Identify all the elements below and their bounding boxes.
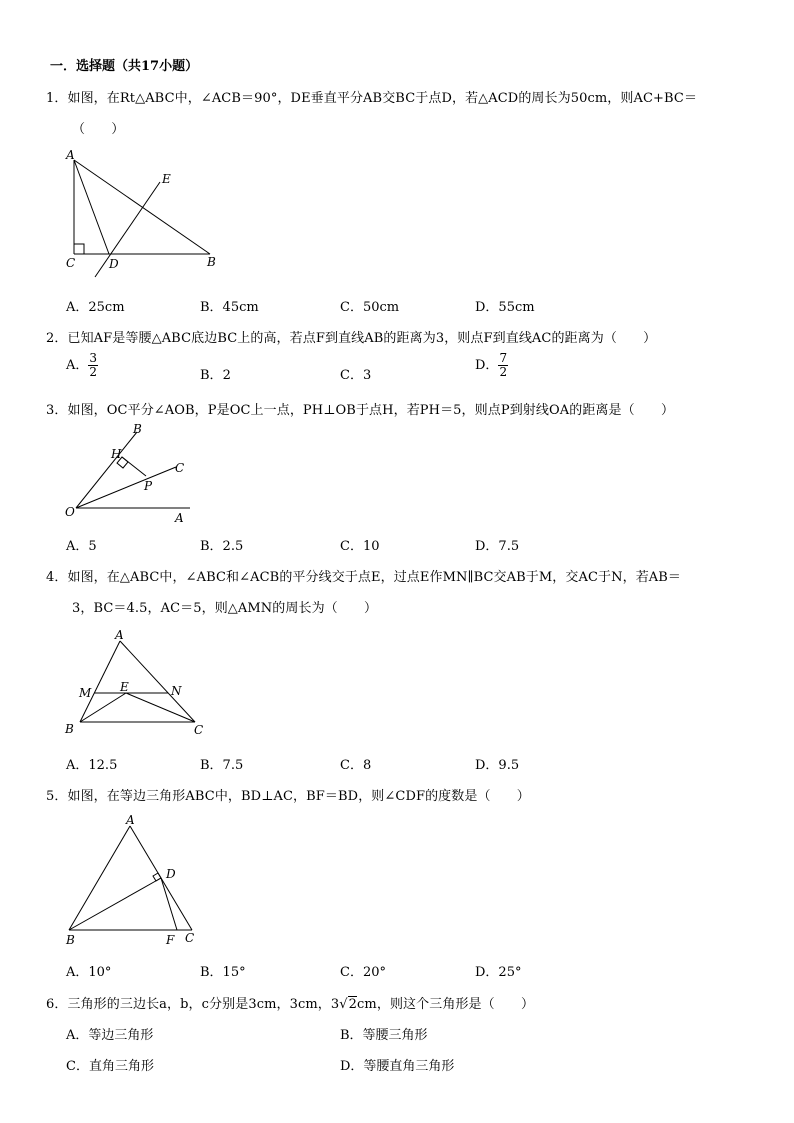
label-d: D [109,257,119,271]
segment-ab [74,160,210,254]
q4-option-d[interactable]: D．9.5 [475,758,520,773]
q2-option-b-value: 2 [222,368,231,383]
q2-option-a-letter: A． [66,358,89,373]
q3-option-c[interactable]: C．10 [340,539,380,554]
q5-option-a[interactable]: A．10° [66,965,112,980]
label-a: A [175,511,184,525]
label-f: F [166,933,175,947]
label-b: B [133,422,142,436]
question-6-sqrt-value: 2 [348,997,358,1012]
q1-option-b[interactable]: B．45cm [200,300,259,315]
fraction-denominator: 2 [499,365,508,379]
fraction-numerator: 7 [499,351,508,365]
label-o: O [65,505,75,519]
question-6-number: 6． [46,997,68,1012]
question-1-text [46,87,697,106]
question-4-number: 4． [46,570,68,585]
q2-option-d-letter: D． [475,358,499,373]
question-6-stem-post: cm，则这个三角形是（ ） [357,997,535,1012]
label-c: C [175,461,185,475]
q4-option-a[interactable]: A．12.5 [66,758,118,773]
q2-option-a-fraction [88,352,98,379]
label-b: B [65,722,74,736]
q1-option-a[interactable]: A．25cm [66,300,125,315]
q2-option-c-value: 3 [362,368,372,383]
question-2-text [46,327,656,346]
segment-bd [69,878,161,930]
q1-option-d[interactable]: D．55cm [475,300,535,315]
q5-option-b[interactable]: B．15° [200,965,246,980]
q3-option-d[interactable]: D．7.5 [475,539,520,554]
q4-option-b[interactable]: B．7.5 [200,758,244,773]
label-c: C [185,931,195,945]
right-angle-mark [74,244,84,254]
line-de [95,182,160,277]
question-1-number: 1． [46,91,68,106]
question-1-blank: （ ） [72,122,125,137]
q6-option-c[interactable]: C．直角三角形 [66,1059,154,1074]
question-4-text [46,566,681,585]
question-4-figure [60,625,220,740]
question-1-figure [60,145,230,285]
q4-option-c[interactable]: C．8 [340,758,372,773]
label-b: B [66,933,75,947]
ray-ob [76,432,137,508]
question-4-stem: 如图，在△ABC中，∠ABC和∠ACB的平分线交于点E，过点E作MN∥BC交AB于M，交AC于N，若AB＝ [67,570,682,585]
section-title: 一．选择题（共17小题） [50,59,199,74]
segment-df [161,878,177,930]
q6-option-d[interactable]: D．等腰直角三角形 [340,1059,455,1074]
question-4-stem-line2: 3，BC＝4.5，AC＝5，则△AMN的周长为（ ） [72,601,378,616]
label-a: A [115,628,124,642]
label-a: A [126,813,135,827]
fraction-denominator: 2 [89,365,98,379]
question-2-stem: 已知AF是等腰△ABC底边BC上的高，若点F到直线AB的距离为3，则点F到直线AC的距离为（ ） [67,331,657,346]
q2-option-c[interactable] [340,364,371,383]
label-n: N [171,684,182,698]
question-5-stem: 如图，在等边三角形ABC中，BD⊥AC，BF＝BD，则∠CDF的度数是（ ） [67,789,530,804]
label-d: D [166,867,176,881]
question-3-number: 3． [46,403,68,418]
q5-option-d[interactable]: D．25° [475,965,522,980]
fraction-numerator: 3 [89,351,98,365]
question-3-stem: 如图，OC平分∠AOB，P是OC上一点，PH⊥OB于点H，若PH＝5，则点P到射线OA的距离是（ ） [67,403,675,418]
segment-ad [74,160,109,254]
q6-option-b[interactable]: B．等腰三角形 [340,1028,428,1043]
label-m: M [79,686,92,700]
label-c: C [66,256,76,270]
question-1-stem: 如图，在Rt△ABC中，∠ACB＝90°，DE垂直平分AB交BC于点D，若△ACD的周长为50cm，则AC+BC＝ [67,91,698,106]
q2-option-d-fraction [498,352,508,379]
q2-option-c-letter: C． [340,368,363,383]
q2-option-b[interactable] [200,364,231,383]
label-e: E [162,172,171,186]
question-5-number: 5． [46,789,68,804]
label-p: P [144,479,153,493]
question-3-text [46,399,674,418]
question-3-figure [60,420,200,530]
q3-option-a[interactable]: A．5 [66,539,97,554]
label-h: H [111,447,122,461]
question-5-figure [60,810,210,950]
label-c: C [194,723,204,737]
q1-option-c[interactable]: C．50cm [340,300,400,315]
ray-oc [76,467,176,508]
q2-option-a[interactable] [66,352,98,379]
q3-option-b[interactable]: B．2.5 [200,539,244,554]
label-b: B [207,255,216,269]
q2-option-d[interactable] [475,352,508,379]
q6-option-a[interactable]: A．等边三角形 [66,1028,154,1043]
segment-ab [69,826,130,930]
label-a: A [66,148,75,162]
q2-option-b-letter: B． [200,368,223,383]
segment-ac [120,641,195,722]
question-2-number: 2． [46,331,68,346]
sqrt-symbol: √ [339,997,348,1012]
question-6-text [46,993,534,1012]
question-6-stem-pre: 三角形的三边长a，b，c分别是3cm，3cm，3 [67,997,340,1012]
q5-option-c[interactable]: C．20° [340,965,386,980]
label-e: E [120,680,129,694]
segment-ce [126,693,195,722]
question-5-text [46,785,530,804]
